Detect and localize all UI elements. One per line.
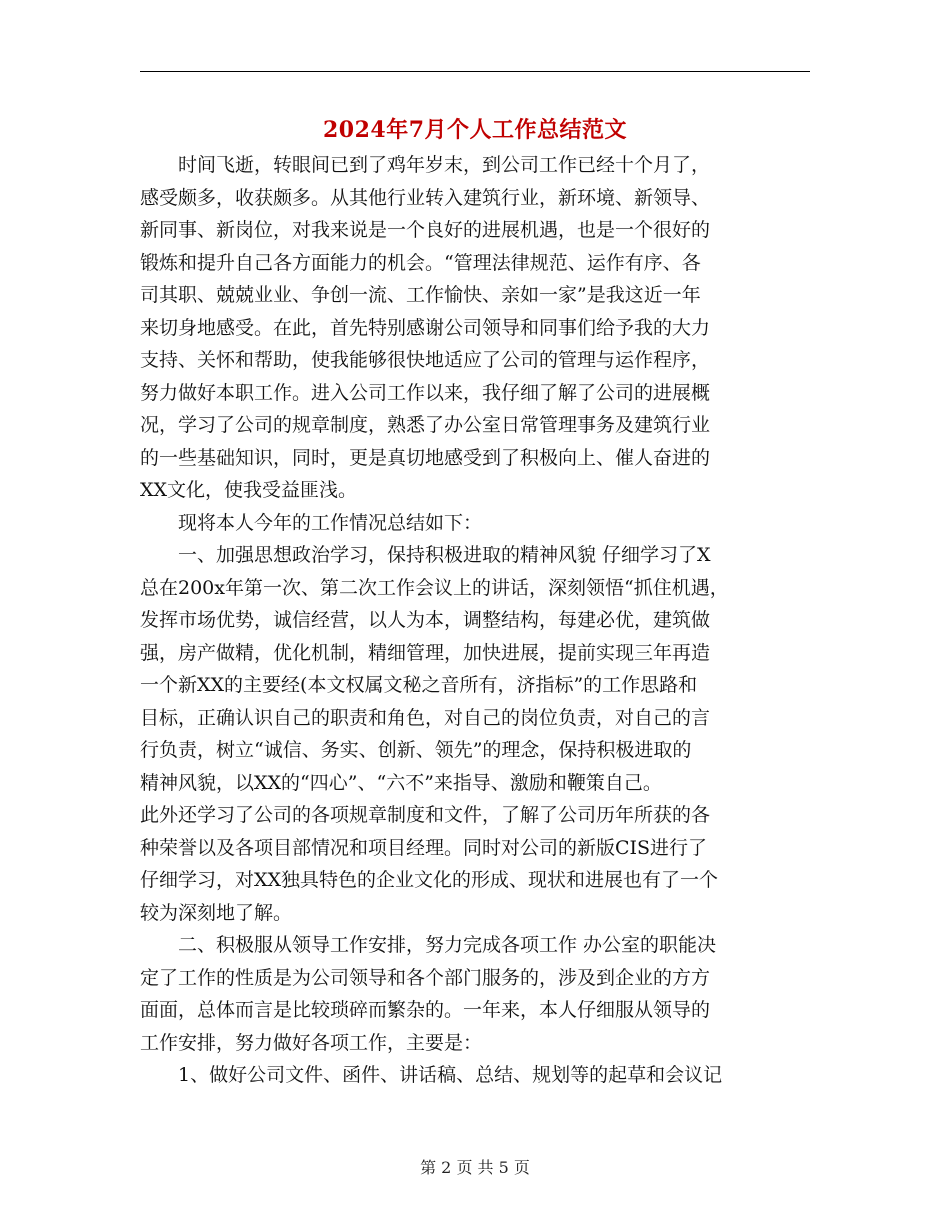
paragraph-line: 强，房产做精，优化机制，精细管理，加快进展，提前实现三年再造 (140, 641, 711, 664)
paragraph-line: 发挥市场优势，诚信经营，以人为本，调整结构，每建必优，建筑做 (140, 609, 711, 631)
paragraph-line: 行负责，树立“诚信、务实、创新、领先”的理念，保持积极进取的 (140, 739, 692, 761)
paragraph-line: 种荣誉以及各项目部情况和项目经理。同时对公司的新版CIS进行了 (140, 836, 708, 859)
paragraph-line: 面面，总体而言是比较琐碎而繁杂的。一年来，本人仔细服从领导的 (140, 999, 711, 1021)
paragraph-line: 来切身地感受。在此，首先特别感谢公司领导和同事们给予我的大力 (140, 316, 711, 339)
paragraph-line: 一个新XX的主要经(本文权属文秘之音所有，济指标”的工作思路和 (140, 674, 698, 696)
paragraph-line: 目标，正确认识自己的职责和角色，对自己的岗位负责，对自己的言 (140, 706, 711, 729)
paragraph-line: 况，学习了公司的规章制度，熟悉了办公室日常管理事务及建筑行业 (140, 414, 711, 436)
paragraph-line: 的一些基础知识，同时，更是真切地感受到了积极向上、催人奋进的 (140, 446, 711, 469)
paragraph-line: 支持、关怀和帮助，使我能够很快地适应了公司的管理与运作程序， (140, 349, 711, 371)
paragraph-line: 总在200x年第一次、第二次工作会议上的讲话，深刻领悟“抓住机遇， (140, 576, 729, 599)
paragraph-line: 时间飞逝，转眼间已到了鸡年岁末，到公司工作已经十个月了， (140, 154, 711, 176)
paragraph-line: 精神风貌，以XX的“四心”、“六不”来指导、激励和鞭策自己。 (140, 771, 662, 794)
paragraph-line: 现将本人今年的工作情况总结如下： (140, 511, 483, 534)
paragraph-line: 此外还学习了公司的各项规章制度和文件，了解了公司历年所获的各 (140, 804, 711, 826)
paragraph-line: 努力做好本职工作。进入公司工作以来，我仔细了解了公司的进展概 (140, 381, 711, 404)
paragraph-line: 工作安排，努力做好各项工作，主要是： (140, 1031, 483, 1054)
paragraph-line: 较为深刻地了解。 (140, 901, 293, 924)
paragraph-line: 锻炼和提升自己各方面能力的机会。“管理法律规范、运作有序、各 (140, 251, 701, 274)
paragraph-line: 二、积极服从领导工作安排，努力完成各项工作 办公室的职能决 (140, 934, 717, 956)
paragraph-line: 司其职、兢兢业业、争创一流、工作愉快、亲如一家”是我这近一年 (140, 284, 701, 306)
paragraph-line: 1、做好公司文件、函件、讲话稿、总结、规划等的起草和会议记 (140, 1064, 723, 1086)
paragraph-line: 仔细学习，对XX独具特色的企业文化的形成、现状和进展也有了一个 (140, 869, 719, 891)
paragraph-line: 定了工作的性质是为公司领导和各个部门服务的，涉及到企业的方方 (140, 966, 711, 989)
paragraph-line: 感受颇多，收获颇多。从其他行业转入建筑行业，新环境、新领导、 (140, 186, 711, 209)
page-footer: 第 2 页 共 5 页 (420, 1158, 530, 1177)
paragraph-line: 一、加强思想政治学习，保持积极进取的精神风貌 仔细学习了X (140, 544, 711, 566)
document-title: 2024年7月个人工作总结范文 (322, 117, 628, 143)
paragraph-line: XX文化，使我受益匪浅。 (140, 479, 358, 501)
paragraph-line: 新同事、新岗位，对我来说是一个良好的进展机遇，也是一个很好的 (140, 219, 711, 241)
header-rule (140, 71, 810, 72)
